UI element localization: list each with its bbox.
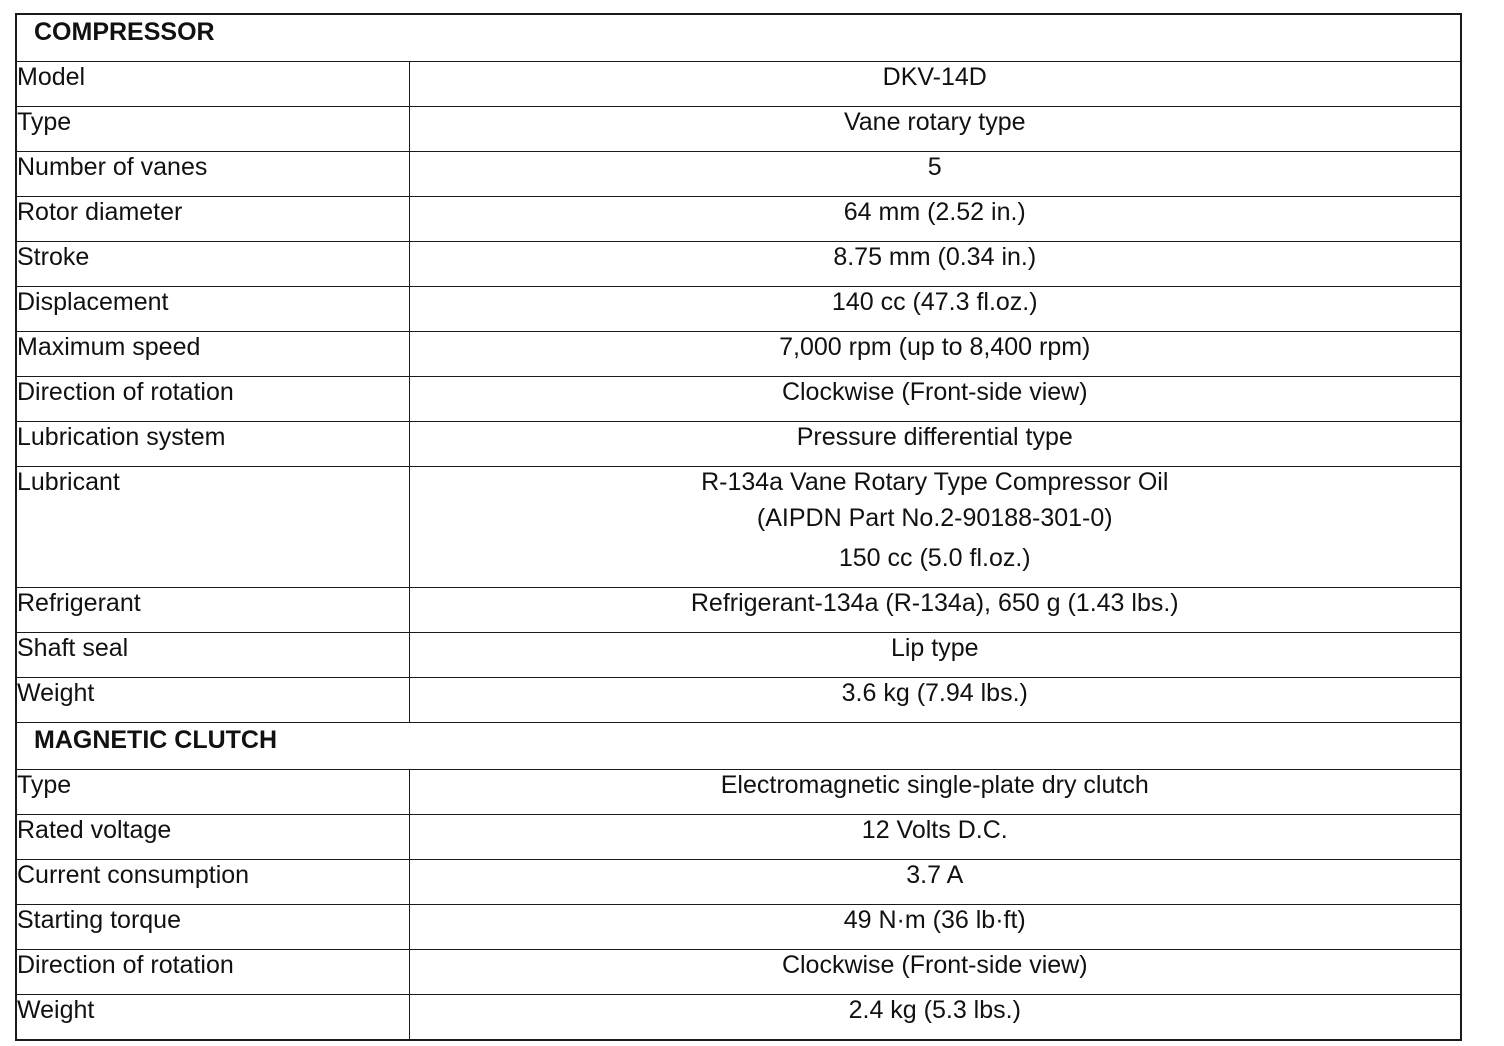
spec-label: Current consumption — [16, 860, 409, 905]
spec-row-weight — [16, 678, 1461, 723]
spec-value: Vane rotary type — [409, 107, 1461, 152]
section-title: COMPRESSOR — [16, 14, 1461, 62]
spec-label: Refrigerant — [16, 588, 409, 633]
spec-value: Pressure differential type — [409, 422, 1461, 467]
spec-row-refrigerant — [16, 588, 1461, 633]
spec-value: DKV-14D — [409, 62, 1461, 107]
spec-table — [15, 13, 1462, 1041]
spec-row-stroke — [16, 242, 1461, 287]
spec-label: Shaft seal — [16, 633, 409, 678]
section-header-compressor — [16, 14, 1461, 62]
spec-label: Type — [16, 107, 409, 152]
spec-row-lubrication-system — [16, 422, 1461, 467]
spec-value: Refrigerant-134a (R-134a), 650 g (1.43 lbs.) — [409, 588, 1461, 633]
spec-label: Weight — [16, 995, 409, 1041]
spec-label: Displacement — [16, 287, 409, 332]
spec-label: Stroke — [16, 242, 409, 287]
spec-row-lubricant — [16, 467, 1461, 588]
spec-value: 5 — [409, 152, 1461, 197]
section-header-magnetic-clutch — [16, 723, 1461, 770]
spec-value: 140 cc (47.3 fl.oz.) — [409, 287, 1461, 332]
spec-row-clutch-weight — [16, 995, 1461, 1041]
spec-row-maximum-speed — [16, 332, 1461, 377]
spec-value-multiline — [409, 467, 1461, 588]
spec-label: Type — [16, 770, 409, 815]
spec-row-current-consumption — [16, 860, 1461, 905]
spec-row-rated-voltage — [16, 815, 1461, 860]
lubricant-line: (AIPDN Part No.2-90188-301-0) — [756, 504, 1113, 532]
spec-row-number-of-vanes — [16, 152, 1461, 197]
spec-label: Weight — [16, 678, 409, 723]
spec-row-starting-torque — [16, 905, 1461, 950]
spec-value: 2.4 kg (5.3 lbs.) — [409, 995, 1461, 1041]
spec-label: Direction of rotation — [16, 377, 409, 422]
spec-value: 12 Volts D.C. — [409, 815, 1461, 860]
spec-row-displacement — [16, 287, 1461, 332]
spec-row-clutch-type — [16, 770, 1461, 815]
spec-row-model — [16, 62, 1461, 107]
spec-label: Lubricant — [16, 467, 409, 588]
spec-value: 8.75 mm (0.34 in.) — [409, 242, 1461, 287]
spec-value: Electromagnetic single-plate dry clutch — [409, 770, 1461, 815]
spec-row-rotor-diameter — [16, 197, 1461, 242]
lubricant-line: R-134a Vane Rotary Type Compressor Oil — [701, 468, 1169, 496]
spec-label: Maximum speed — [16, 332, 409, 377]
spec-label: Direction of rotation — [16, 950, 409, 995]
spec-row-type — [16, 107, 1461, 152]
spec-value: 49 N·m (36 lb·ft) — [409, 905, 1461, 950]
spec-label: Lubrication system — [16, 422, 409, 467]
spec-row-clutch-direction-of-rotation — [16, 950, 1461, 995]
spec-row-direction-of-rotation — [16, 377, 1461, 422]
spec-value: 3.7 A — [409, 860, 1461, 905]
spec-label: Number of vanes — [16, 152, 409, 197]
spec-value: 3.6 kg (7.94 lbs.) — [409, 678, 1461, 723]
spec-label: Model — [16, 62, 409, 107]
spec-label: Rated voltage — [16, 815, 409, 860]
spec-value: Lip type — [409, 633, 1461, 678]
spec-value: Clockwise (Front-side view) — [409, 377, 1461, 422]
spec-label: Rotor diameter — [16, 197, 409, 242]
spec-label: Starting torque — [16, 905, 409, 950]
spec-row-shaft-seal — [16, 633, 1461, 678]
spec-value: Clockwise (Front-side view) — [409, 950, 1461, 995]
spec-value: 64 mm (2.52 in.) — [409, 197, 1461, 242]
section-title: MAGNETIC CLUTCH — [16, 723, 1461, 770]
lubricant-line: 150 cc (5.0 fl.oz.) — [838, 544, 1031, 572]
spec-value: 7,000 rpm (up to 8,400 rpm) — [409, 332, 1461, 377]
